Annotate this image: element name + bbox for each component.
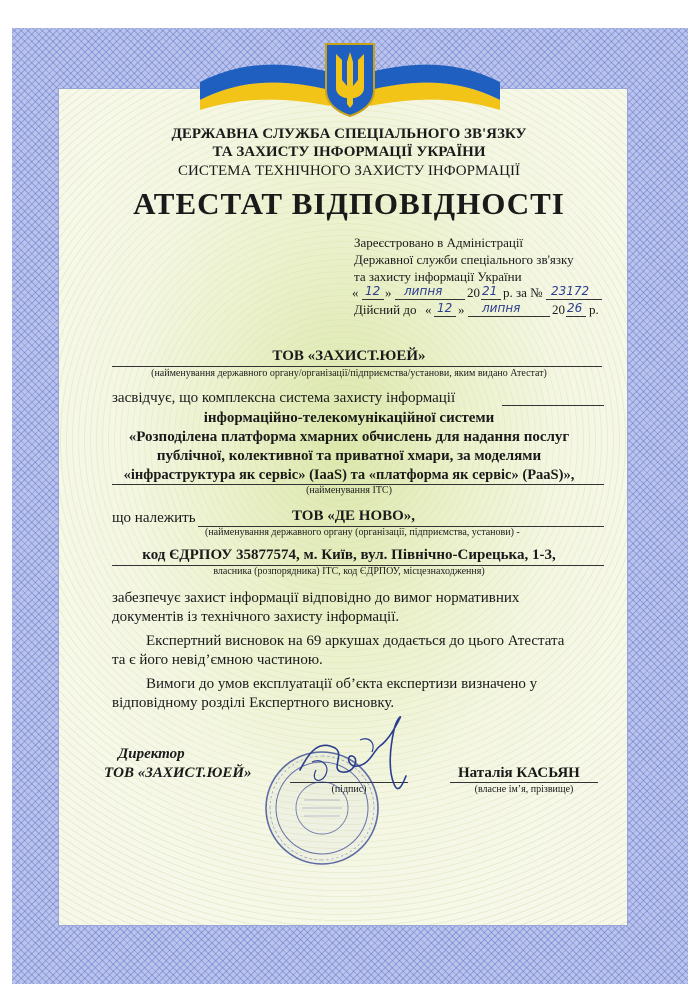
header-line2: ТА ЗАХИСТУ ІНФОРМАЦІЇ УКРАЇНИ — [212, 144, 486, 160]
owner-details-caption: власника (розпорядника) ІТС, код ЄДРПОУ, місцезнаходження) — [213, 566, 485, 577]
certifies-text: засвідчує, що комплексна система захисту інформації — [112, 390, 456, 406]
para1-line1: забезпечує захист інформації відповідно до вимог нормативних — [112, 590, 520, 606]
belongs-text: що належить — [112, 510, 196, 526]
reg-year-suffix: 21 — [482, 284, 498, 298]
para2-line2: та є його невід’ємною частиною. — [112, 652, 323, 668]
reg-year-prefix: 20 — [467, 285, 480, 300]
issuer-name: ТОВ «ЗАХИСТ.ЮЕЙ» — [272, 348, 426, 364]
valid-year-tail: р. — [589, 302, 599, 317]
valid-label: Дійсний до — [354, 302, 417, 317]
reg-day: 12 — [365, 284, 381, 298]
system-line1: інформаційно-телекомунікаційної системи — [203, 410, 495, 426]
handwritten-signature-icon — [290, 700, 430, 805]
reg-month: липня — [404, 284, 443, 298]
valid-close-quote: » — [458, 302, 465, 317]
para3-line2: відповідному розділі Експертного висновку. — [112, 695, 395, 711]
registration-line1: Зареєстровано в Адміністрації — [354, 235, 524, 250]
valid-day: 12 — [437, 301, 453, 315]
signer-role: Директор — [118, 746, 185, 762]
signer-org: ТОВ «ЗАХИСТ.ЮЕЙ» — [104, 765, 252, 781]
header-line3: СИСТЕМА ТЕХНІЧНОГО ЗАХИСТУ ІНФОРМАЦІЇ — [178, 163, 520, 179]
para2-line1: Експертний висновок на 69 аркушах додається до цього Атестата — [146, 633, 565, 649]
reg-close-quote: » — [385, 285, 392, 300]
valid-open-quote: « — [425, 302, 432, 317]
system-line3: публічної, колективної та приватної хмари, за моделями — [156, 448, 542, 464]
system-line4: «інфраструктура як сервіс» (IaaS) та «платформа як сервіс» (PaaS)», — [123, 467, 575, 483]
system-caption: (найменування ІТС) — [306, 485, 392, 496]
signer-name: Наталія КАСЬЯН — [458, 765, 580, 781]
reg-year-tail: р. за № — [503, 285, 543, 300]
valid-year-prefix: 20 — [552, 302, 565, 317]
valid-year-suffix: 26 — [567, 301, 583, 315]
system-line2: «Розподілена платформа хмарних обчислень для надання послуг — [128, 429, 570, 445]
owner-name: ТОВ «ДЕ НОВО», — [292, 508, 416, 524]
reg-open-quote: « — [352, 285, 359, 300]
coat-of-arms-icon — [322, 40, 378, 118]
para1-line2: документів із технічного захисту інформації. — [112, 609, 400, 625]
signer-name-caption: (власне ім’я, прізвище) — [474, 784, 574, 795]
para3-line1: Вимоги до умов експлуатації об’єкта експертизи визначено у — [146, 676, 538, 692]
registration-line3: та захисту інформації України — [354, 269, 522, 284]
valid-month: липня — [482, 301, 521, 315]
document-title: АТЕСТАТ ВІДПОВІДНОСТІ — [133, 186, 565, 221]
header-line1: ДЕРЖАВНА СЛУЖБА СПЕЦІАЛЬНОГО ЗВ'ЯЗКУ — [171, 126, 527, 142]
owner-caption: (найменування державного органу (організації, підприємства, установи) - — [205, 527, 520, 538]
reg-number: 23172 — [551, 284, 590, 298]
owner-details: код ЄДРПОУ 35877574, м. Київ, вул. Північно-Сирецька, 1-3, — [142, 547, 556, 563]
registration-line2: Державної служби спеціального зв'язку — [354, 252, 574, 267]
issuer-caption: (найменування державного органу/організації/підприємства/установи, яким видано Атестат) — [151, 368, 547, 379]
